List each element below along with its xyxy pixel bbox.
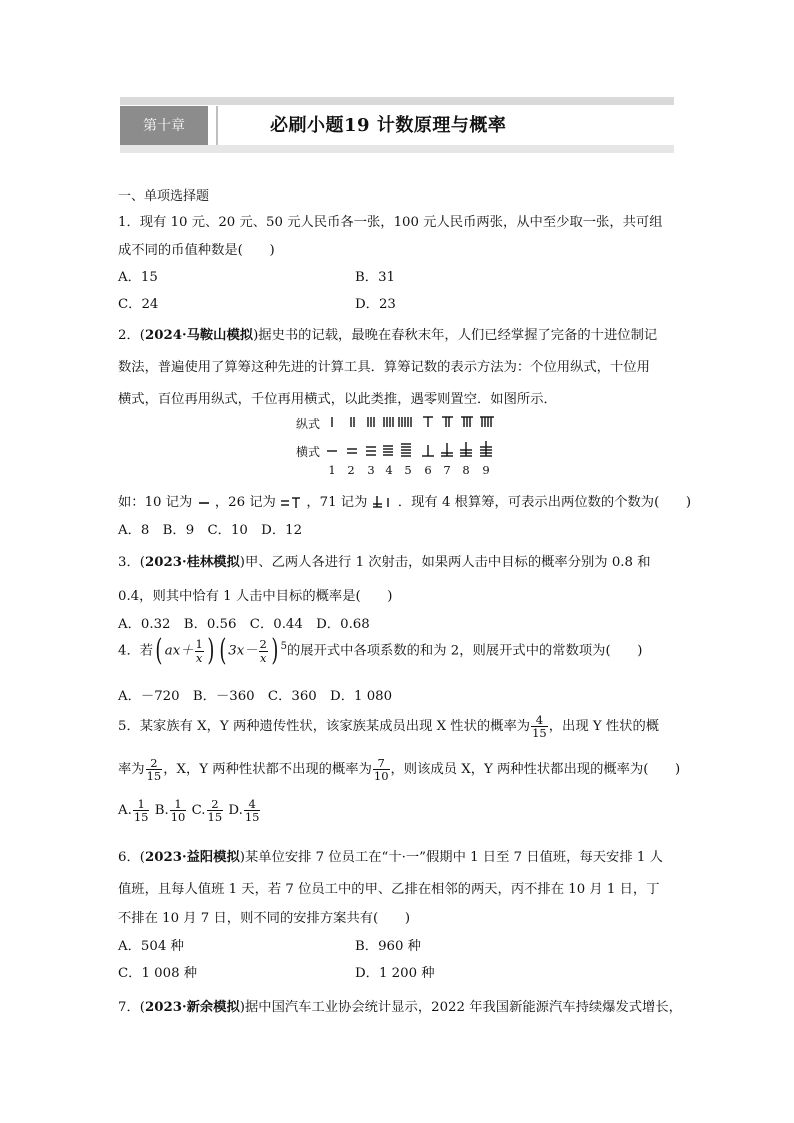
fraction-denominator: 15 (146, 769, 162, 784)
fraction-denominator: 10 (373, 769, 389, 784)
q6-option-c: C．1 008 种 (118, 966, 198, 981)
chapter-banner (120, 97, 674, 155)
q2-line2: 数法，普遍使用了算筹这种先进的计算工具．算筹记数的表示方法为：个位用纵式，十位用 (118, 360, 650, 375)
rods-digit: 2 (347, 463, 355, 477)
q3-line1-text: )甲、乙两人各进行 1 次射击，如果两人击中目标的概率分别为 0.8 和 (239, 555, 651, 570)
banner-divider (216, 106, 218, 145)
fraction-numerator: 7 (373, 757, 390, 770)
q5-line1-tail: ，出现 Y 性状的概 (548, 719, 660, 735)
chapter-label: 第十章 (120, 106, 208, 145)
q7-line1-text: )据中国汽车工业协会统计显示，2022 年我国新能源汽车持续爆发式增长， (239, 1000, 682, 1015)
q7-source: 2023·新余模拟 (144, 1000, 240, 1015)
fraction-numerator: 2 (259, 637, 267, 652)
q1-option-a: A．15 (118, 270, 158, 285)
left-paren: ( (218, 633, 226, 668)
q2-source: 2024·马鞍山模拟 (144, 328, 254, 343)
q4-text: 的展开式中各项系数的和为 2，则展开式中的常数项为( ) (286, 643, 643, 659)
fraction-denominator: 15 (532, 726, 547, 741)
q2-example-b: ，26 记为 (214, 495, 276, 510)
q6-line1-text: )某单位安排 7 位员工在“十·一”假期中 1 日至 7 日值班，每天安排 1 人 (239, 850, 663, 865)
q6-number: 6．( (118, 850, 145, 865)
q5-fraction-y (146, 757, 163, 782)
rods-vertical-label: 纵式 (296, 417, 321, 431)
rods-digit: 4 (385, 463, 393, 477)
rods-digit: 8 (462, 463, 470, 477)
q1-line1: 1．现有 10 元、20 元、50 元人民币各一张，100 元人民币两张，从中至少取一张，共可组 (118, 215, 663, 230)
fraction-numerator: 1 (170, 798, 187, 811)
q5-line2-tail: ，则该成员 X，Y 两种性状都出现的概率为( ) (390, 762, 681, 778)
rod-26-icon (280, 496, 302, 510)
rods-digit: 5 (404, 463, 412, 477)
q5-option-d-label: D. (228, 803, 243, 819)
page-title: 必刷小题19 计数原理与概率 (270, 115, 507, 136)
rods-digit: 7 (443, 463, 451, 477)
q5-line2-pre: 率为 (118, 762, 145, 778)
rod-10-icon (197, 497, 211, 509)
fraction-denominator: 15 (244, 810, 260, 825)
q4-ax: ax＋ (164, 643, 194, 659)
q5-option-c-value (207, 798, 224, 823)
q2-line1-text: )据史书的记载，最晚在春秋末年，人们已经掌握了完备的十进位制记 (253, 328, 658, 343)
q4-fraction-1 (195, 638, 204, 663)
q3-options: A．0.32 B．0.56 C．0.44 D．0.68 (118, 617, 370, 632)
fraction-numerator: 4 (244, 798, 261, 811)
fraction-numerator: 2 (146, 757, 163, 770)
q2-options: A．8 B．9 C．10 D．12 (118, 523, 303, 538)
q5-line1 (118, 714, 659, 739)
q6-line2: 值班，且每人值班 1 天，若 7 位员工中的甲、乙排在相邻的两天，丙不排在 10 月 1 日，丁 (118, 882, 660, 897)
rods-digit: 6 (424, 463, 432, 477)
q2-line1 (118, 324, 657, 343)
q4-exponent: 5 (280, 641, 287, 653)
q2-example-line (118, 491, 691, 511)
q7-number: 7．( (118, 1000, 145, 1015)
section-heading: 一、单项选择题 (118, 188, 210, 203)
q2-number: 2．( (118, 328, 145, 343)
counting-rods-figure (296, 413, 506, 479)
q5-fraction-x (531, 714, 548, 739)
q6-option-b: B．960 种 (355, 939, 421, 954)
q5-option-d-value (244, 798, 261, 823)
fraction-denominator: 15 (207, 810, 223, 825)
fraction-denominator: x (195, 650, 203, 665)
q6-option-a: A．504 种 (118, 939, 184, 954)
q4-3x: 3x－ (228, 643, 258, 659)
q2-example-c: ，71 记为 (306, 495, 368, 510)
q4-fraction-2 (259, 638, 268, 663)
q5-line2-mid: ，X，Y 两种性状都不出现的概率为 (163, 762, 372, 778)
q4-prefix: 4．若 (118, 643, 154, 659)
fraction-denominator: 15 (133, 810, 149, 825)
counting-rods-graphic (296, 413, 506, 461)
q5-option-c-label: C. (191, 803, 206, 819)
q7-line1 (118, 996, 682, 1015)
q2-line3: 横式，百位再用纵式，千位再用横式，以此类推，遇零则置空．如图所示． (118, 392, 557, 407)
q5-line1-text: 5．某家族有 X，Y 两种遗传性状，该家族某成员出现 X 性状的概率为 (118, 719, 531, 735)
q5-option-b-label: B. (154, 803, 169, 819)
fraction-numerator: 2 (207, 798, 224, 811)
banner-bottom-stripe (120, 145, 674, 153)
q3-line1 (118, 551, 651, 570)
q3-line2: 0.4，则其中恰有 1 人击中目标的概率是( ) (118, 589, 393, 604)
q2-example-a: 如：10 记为 (118, 495, 193, 510)
q5-option-a-value (133, 798, 150, 823)
q3-number: 3．( (118, 555, 145, 570)
rods-digit: 3 (367, 463, 375, 477)
q1-option-b: B．31 (355, 270, 395, 285)
q1-line2: 成不同的币值种数是( ) (118, 243, 275, 258)
q5-option-b-value (170, 798, 187, 823)
rod-71-icon (372, 495, 394, 511)
q5-fraction-none (373, 757, 390, 782)
rods-digit: 9 (482, 463, 490, 477)
q5-options (118, 798, 261, 823)
q1-option-d: D．23 (355, 297, 396, 312)
fraction-numerator: 1 (195, 637, 203, 652)
q3-source: 2023·桂林模拟 (144, 555, 240, 570)
banner-gap (208, 106, 216, 145)
fraction-numerator: 4 (531, 714, 548, 727)
q6-line1 (118, 846, 663, 865)
fraction-denominator: x (259, 650, 267, 665)
q6-line3: 不排在 10 月 7 日，则不同的安排方案共有( ) (118, 911, 411, 926)
rods-digit: 1 (328, 463, 336, 477)
right-paren: ) (271, 633, 279, 668)
rods-horizontal-label: 横式 (296, 445, 321, 459)
q5-option-a-label: A. (118, 803, 132, 819)
q4-line1 (118, 633, 643, 668)
banner-top-stripe (120, 97, 674, 105)
q4-options: A．－720 B．－360 C．360 D．1 080 (118, 689, 393, 704)
q2-example-d: ．现有 4 根算筹，可表示出两位数的个数为( ) (397, 495, 692, 510)
fraction-numerator: 1 (133, 798, 150, 811)
fraction-denominator: 10 (170, 810, 186, 825)
right-paren: ) (207, 633, 215, 668)
q6-source: 2023·益阳模拟 (144, 850, 240, 865)
q6-option-d: D．1 200 种 (355, 966, 435, 981)
q1-option-c: C．24 (118, 297, 159, 312)
left-paren: ( (155, 633, 163, 668)
q5-line2 (118, 757, 680, 782)
